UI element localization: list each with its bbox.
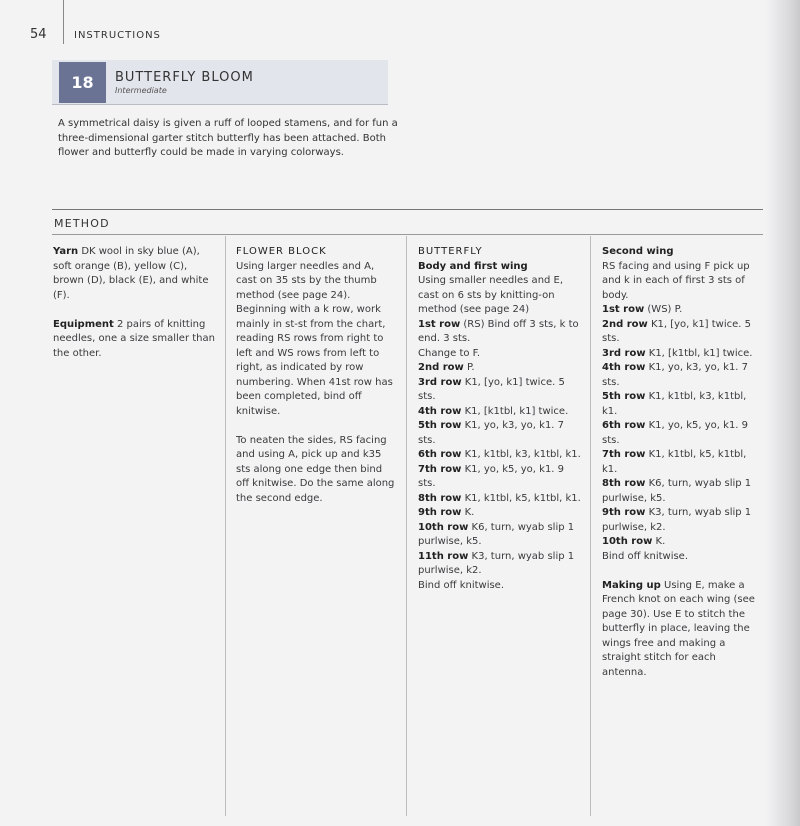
instruction-row (602, 303, 762, 318)
instruction-row (418, 579, 582, 594)
row-text: K1, yo, k5, yo, k1. 9 sts. (418, 463, 565, 489)
instruction-row (602, 390, 762, 419)
pattern-title: BUTTERFLY BLOOM (115, 70, 254, 85)
row-label: 7th row (602, 449, 646, 460)
instruction-row (418, 521, 582, 550)
intro-paragraph: A symmetrical daisy is given a ruff of looped stamens, and for fun a three-dimensional garter stitch butterfly has been attached. Both flower and butterfly could be made in varying colorways. (58, 118, 398, 158)
page-edge-shadow (766, 0, 800, 826)
butterfly-column (418, 245, 582, 593)
row-text: Bind off knitwise. (602, 550, 689, 562)
instruction-row (418, 376, 582, 405)
column-divider (590, 236, 591, 816)
row-text: K1, k1tbl, k5, k1tbl, k1. (464, 492, 581, 504)
row-text: K3, turn, wyab slip 1 purlwise, k2. (418, 550, 575, 576)
row-text: Bind off knitwise. (418, 579, 505, 591)
row-text: K1, [k1tbl, k1] twice. (648, 347, 753, 359)
row-label: 8th row (602, 478, 646, 489)
row-text: K1, [k1tbl, k1] twice. (464, 405, 569, 417)
row-label: 7th row (418, 463, 462, 475)
second-wing-heading: Second wing (602, 246, 674, 257)
row-label: 6th row (418, 449, 462, 460)
method-rule-top (52, 209, 763, 210)
flower-block-column (236, 245, 398, 506)
row-text: K1, k1tbl, k3, k1tbl, k1. (464, 449, 581, 460)
equipment-paragraph (53, 318, 218, 362)
row-label: 9th row (418, 507, 462, 518)
butterfly-rows (418, 318, 582, 594)
instruction-row (418, 347, 582, 362)
row-label: 4th row (602, 362, 646, 373)
row-text: K1, yo, k3, yo, k1. 7 sts. (602, 362, 749, 388)
row-label: 4th row (418, 405, 462, 417)
instruction-row (418, 506, 582, 521)
yarn-paragraph (53, 245, 218, 303)
butterfly-heading: BUTTERFLY (418, 246, 483, 257)
row-label: 5th row (602, 391, 646, 402)
method-rule-bottom (52, 234, 763, 235)
instruction-row (418, 318, 582, 347)
row-text: K. (655, 536, 666, 547)
row-label: 10th row (602, 536, 653, 547)
row-label: 8th row (418, 492, 462, 504)
instruction-row (418, 361, 582, 376)
making-up-paragraph (602, 579, 762, 681)
instruction-row (602, 477, 762, 506)
instruction-row (602, 347, 762, 362)
instruction-row (418, 492, 582, 507)
column-divider (225, 236, 226, 816)
row-label: 11th row (418, 550, 469, 562)
page-number: 54 (30, 27, 47, 42)
equipment-text: 2 pairs of knitting needles, one a size smaller than the other. (53, 318, 215, 359)
second-wing-intro: RS facing and using F pick up and k in each of first 3 sts of body. (602, 260, 750, 301)
instruction-row (418, 550, 582, 579)
section-label: INSTRUCTIONS (74, 30, 161, 41)
butterfly-subheading: Body and first wing (418, 260, 528, 272)
row-label: 1st row (602, 304, 645, 315)
row-label: 1st row (418, 318, 461, 330)
row-text: K6, turn, wyab slip 1 purlwise, k5. (602, 478, 752, 504)
instruction-row (602, 361, 762, 390)
row-text: K1, [yo, k1] twice. 5 sts. (418, 376, 565, 402)
row-text: P. (466, 362, 475, 373)
row-label: 5th row (418, 420, 462, 431)
row-label: 3rd row (602, 347, 646, 359)
making-up-text: Using E, make a French knot on each wing (see page 30). Use E to stitch the butterfly in place, leaving the wings free and making a straight stitch for each antenna. (602, 579, 755, 678)
pattern-number: 18 (59, 62, 106, 103)
second-wing-rows (602, 303, 762, 564)
flower-block-para-3: To neaten the sides, RS facing and using A, pick up and k35 sts along one edge then bind off knitwise. Do the same along the second edge. (236, 434, 395, 504)
yarn-text: DK wool in sky blue (A), soft orange (B), yellow (C), brown (D), black (E), and white (F). (53, 246, 209, 301)
instruction-row (418, 448, 582, 463)
row-label: 3rd row (418, 376, 462, 388)
row-label: 9th row (602, 507, 646, 518)
instruction-row (602, 419, 762, 448)
materials-column (53, 245, 218, 361)
row-text: K1, yo, k3, yo, k1. 7 sts. (418, 420, 565, 446)
row-text: K1, [yo, k1] twice. 5 sts. (602, 318, 752, 344)
instruction-row (602, 550, 762, 565)
column-divider (406, 236, 407, 816)
making-up-label: Making up (602, 579, 661, 591)
row-text: K6, turn, wyab slip 1 purlwise, k5. (418, 521, 575, 547)
flower-block-para-1: Using larger needles and A, cast on 35 sts by the thumb method (see page 24). (236, 260, 377, 301)
equipment-label: Equipment (53, 318, 114, 330)
flower-block-para-2: Beginning with a k row, work mainly in st-st from the chart, reading RS rows from right to left and WS rows from left to right, as indicated by row numbering. When 41st row has been completed, bind off knitwise. (236, 304, 393, 417)
yarn-label: Yarn (53, 246, 79, 257)
instruction-row (418, 405, 582, 420)
row-text: (WS) P. (647, 304, 683, 315)
instruction-row (602, 535, 762, 550)
row-label: 2nd row (418, 362, 464, 373)
instruction-row (602, 506, 762, 535)
instruction-row (418, 463, 582, 492)
row-text: K1, k1tbl, k3, k1tbl, k1. (602, 391, 747, 417)
instruction-row (602, 318, 762, 347)
second-wing-column (602, 245, 762, 680)
instruction-row (418, 419, 582, 448)
row-label: 2nd row (602, 318, 648, 330)
pattern-level: Intermediate (115, 86, 167, 95)
row-label: 6th row (602, 420, 646, 431)
row-text: K. (464, 507, 475, 518)
row-text: (RS) Bind off 3 sts, k to end. 3 sts. (418, 318, 579, 344)
butterfly-intro: Using smaller needles and E, cast on 6 sts by knitting-on method (see page 24) (418, 275, 564, 315)
row-label: 10th row (418, 521, 469, 533)
row-text: K1, yo, k5, yo, k1. 9 sts. (602, 420, 749, 446)
row-text: Change to F. (418, 347, 481, 359)
instruction-row (602, 448, 762, 477)
method-heading: METHOD (54, 217, 110, 230)
header-divider (63, 0, 64, 44)
row-text: K1, k1tbl, k5, k1tbl, k1. (602, 449, 747, 475)
row-text: K3, turn, wyab slip 1 purlwise, k2. (602, 507, 752, 533)
flower-block-heading: FLOWER BLOCK (236, 246, 327, 257)
